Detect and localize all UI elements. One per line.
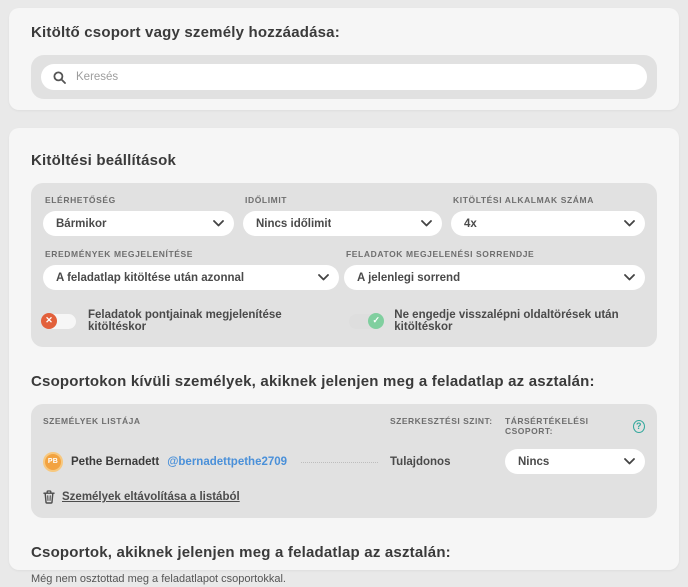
field-results-display xyxy=(43,249,339,290)
groups-empty-text: Még nem osztottad meg a feladatlapot csoportokkal. xyxy=(31,573,657,585)
people-panel xyxy=(31,404,657,518)
results-display-label: EREDMÉNYEK MEGJELENÍTÉSE xyxy=(45,249,339,259)
toggle-group-no-back xyxy=(349,309,645,333)
dotted-leader xyxy=(301,461,378,463)
field-availability xyxy=(43,195,234,236)
attempts-select[interactable] xyxy=(451,211,645,236)
peer-group-select[interactable] xyxy=(505,449,645,474)
people-section-title: Csoportokon kívüli személyek, akiknek jelenjen meg a feladatlap az asztalán: xyxy=(31,373,657,390)
availability-select[interactable] xyxy=(43,211,234,236)
availability-value: Bármikor xyxy=(56,218,107,230)
peer-group-column-label xyxy=(505,416,645,436)
field-task-order xyxy=(344,249,645,290)
settings-toggles xyxy=(43,309,645,333)
results-display-select[interactable] xyxy=(43,265,339,290)
add-person-title: Kitöltő csoport vagy személy hozzáadása: xyxy=(31,24,657,41)
settings-row-1 xyxy=(43,195,645,236)
avatar: PB xyxy=(43,452,63,472)
availability-label: ELÉRHETŐSÉG xyxy=(45,195,234,205)
fill-settings-title: Kitöltési beállítások xyxy=(31,152,657,169)
chevron-down-icon xyxy=(624,274,635,281)
show-points-label: Feladatok pontjainak megjelenítése kitöltéskor xyxy=(88,309,311,333)
person-cell xyxy=(43,452,390,472)
task-order-value: A jelenlegi sorrend xyxy=(357,272,460,284)
show-points-toggle[interactable] xyxy=(43,314,76,329)
settings-row-2 xyxy=(43,249,645,290)
chevron-down-icon xyxy=(421,220,432,227)
chevron-down-icon xyxy=(624,458,635,465)
task-order-select[interactable] xyxy=(344,265,645,290)
chevron-down-icon xyxy=(318,274,329,281)
check-icon: ✓ xyxy=(368,313,384,329)
fill-settings-panel xyxy=(31,183,657,347)
field-attempts xyxy=(451,195,645,236)
time-limit-label: IDŐLIMIT xyxy=(245,195,442,205)
time-limit-value: Nincs időlimit xyxy=(256,218,331,230)
groups-section-title: Csoportok, akiknek jelenjen meg a feladatlap az asztalán: xyxy=(31,544,657,561)
peer-group-column-text: TÁRSÉRTÉKELÉSI CSOPORT: xyxy=(505,416,628,436)
table-row xyxy=(43,449,645,474)
help-icon[interactable]: ? xyxy=(633,420,645,433)
field-time-limit xyxy=(243,195,442,236)
no-back-toggle[interactable] xyxy=(349,314,382,329)
search-input[interactable] xyxy=(74,70,635,84)
results-display-value: A feladatlap kitöltése után azonnal xyxy=(56,272,244,284)
remove-people-link[interactable]: Személyek eltávolítása a listából xyxy=(62,491,240,503)
fill-settings-card xyxy=(9,128,679,570)
trash-icon xyxy=(43,490,55,504)
time-limit-select[interactable] xyxy=(243,211,442,236)
search-container xyxy=(31,55,657,99)
chevron-down-icon xyxy=(624,220,635,227)
search-box[interactable] xyxy=(41,64,647,90)
toggle-group-show-points xyxy=(43,309,311,333)
edit-level-column-label: SZERKESZTÉSI SZINT: xyxy=(390,416,505,426)
remove-people-action[interactable] xyxy=(43,490,645,504)
attempts-label: KITÖLTÉSI ALKALMAK SZÁMA xyxy=(453,195,645,205)
people-list-column-label: SZEMÉLYEK LISTÁJA xyxy=(43,416,390,426)
add-person-card xyxy=(9,8,679,110)
share-settings-page xyxy=(0,8,688,570)
attempts-value: 4x xyxy=(464,218,477,230)
person-handle[interactable]: @bernadettpethe2709 xyxy=(167,456,287,468)
chevron-down-icon xyxy=(213,220,224,227)
edit-level-value: Tulajdonos xyxy=(390,456,505,468)
x-icon: ✕ xyxy=(41,313,57,329)
people-table-header xyxy=(43,416,645,436)
search-icon xyxy=(53,71,66,84)
peer-group-value: Nincs xyxy=(518,456,549,468)
person-name: Pethe Bernadett xyxy=(71,456,159,468)
no-back-label: Ne engedje visszalépni oldaltörések után kitöltéskor xyxy=(394,309,645,333)
task-order-label: FELADATOK MEGJELENÉSI SORRENDJE xyxy=(346,249,645,259)
